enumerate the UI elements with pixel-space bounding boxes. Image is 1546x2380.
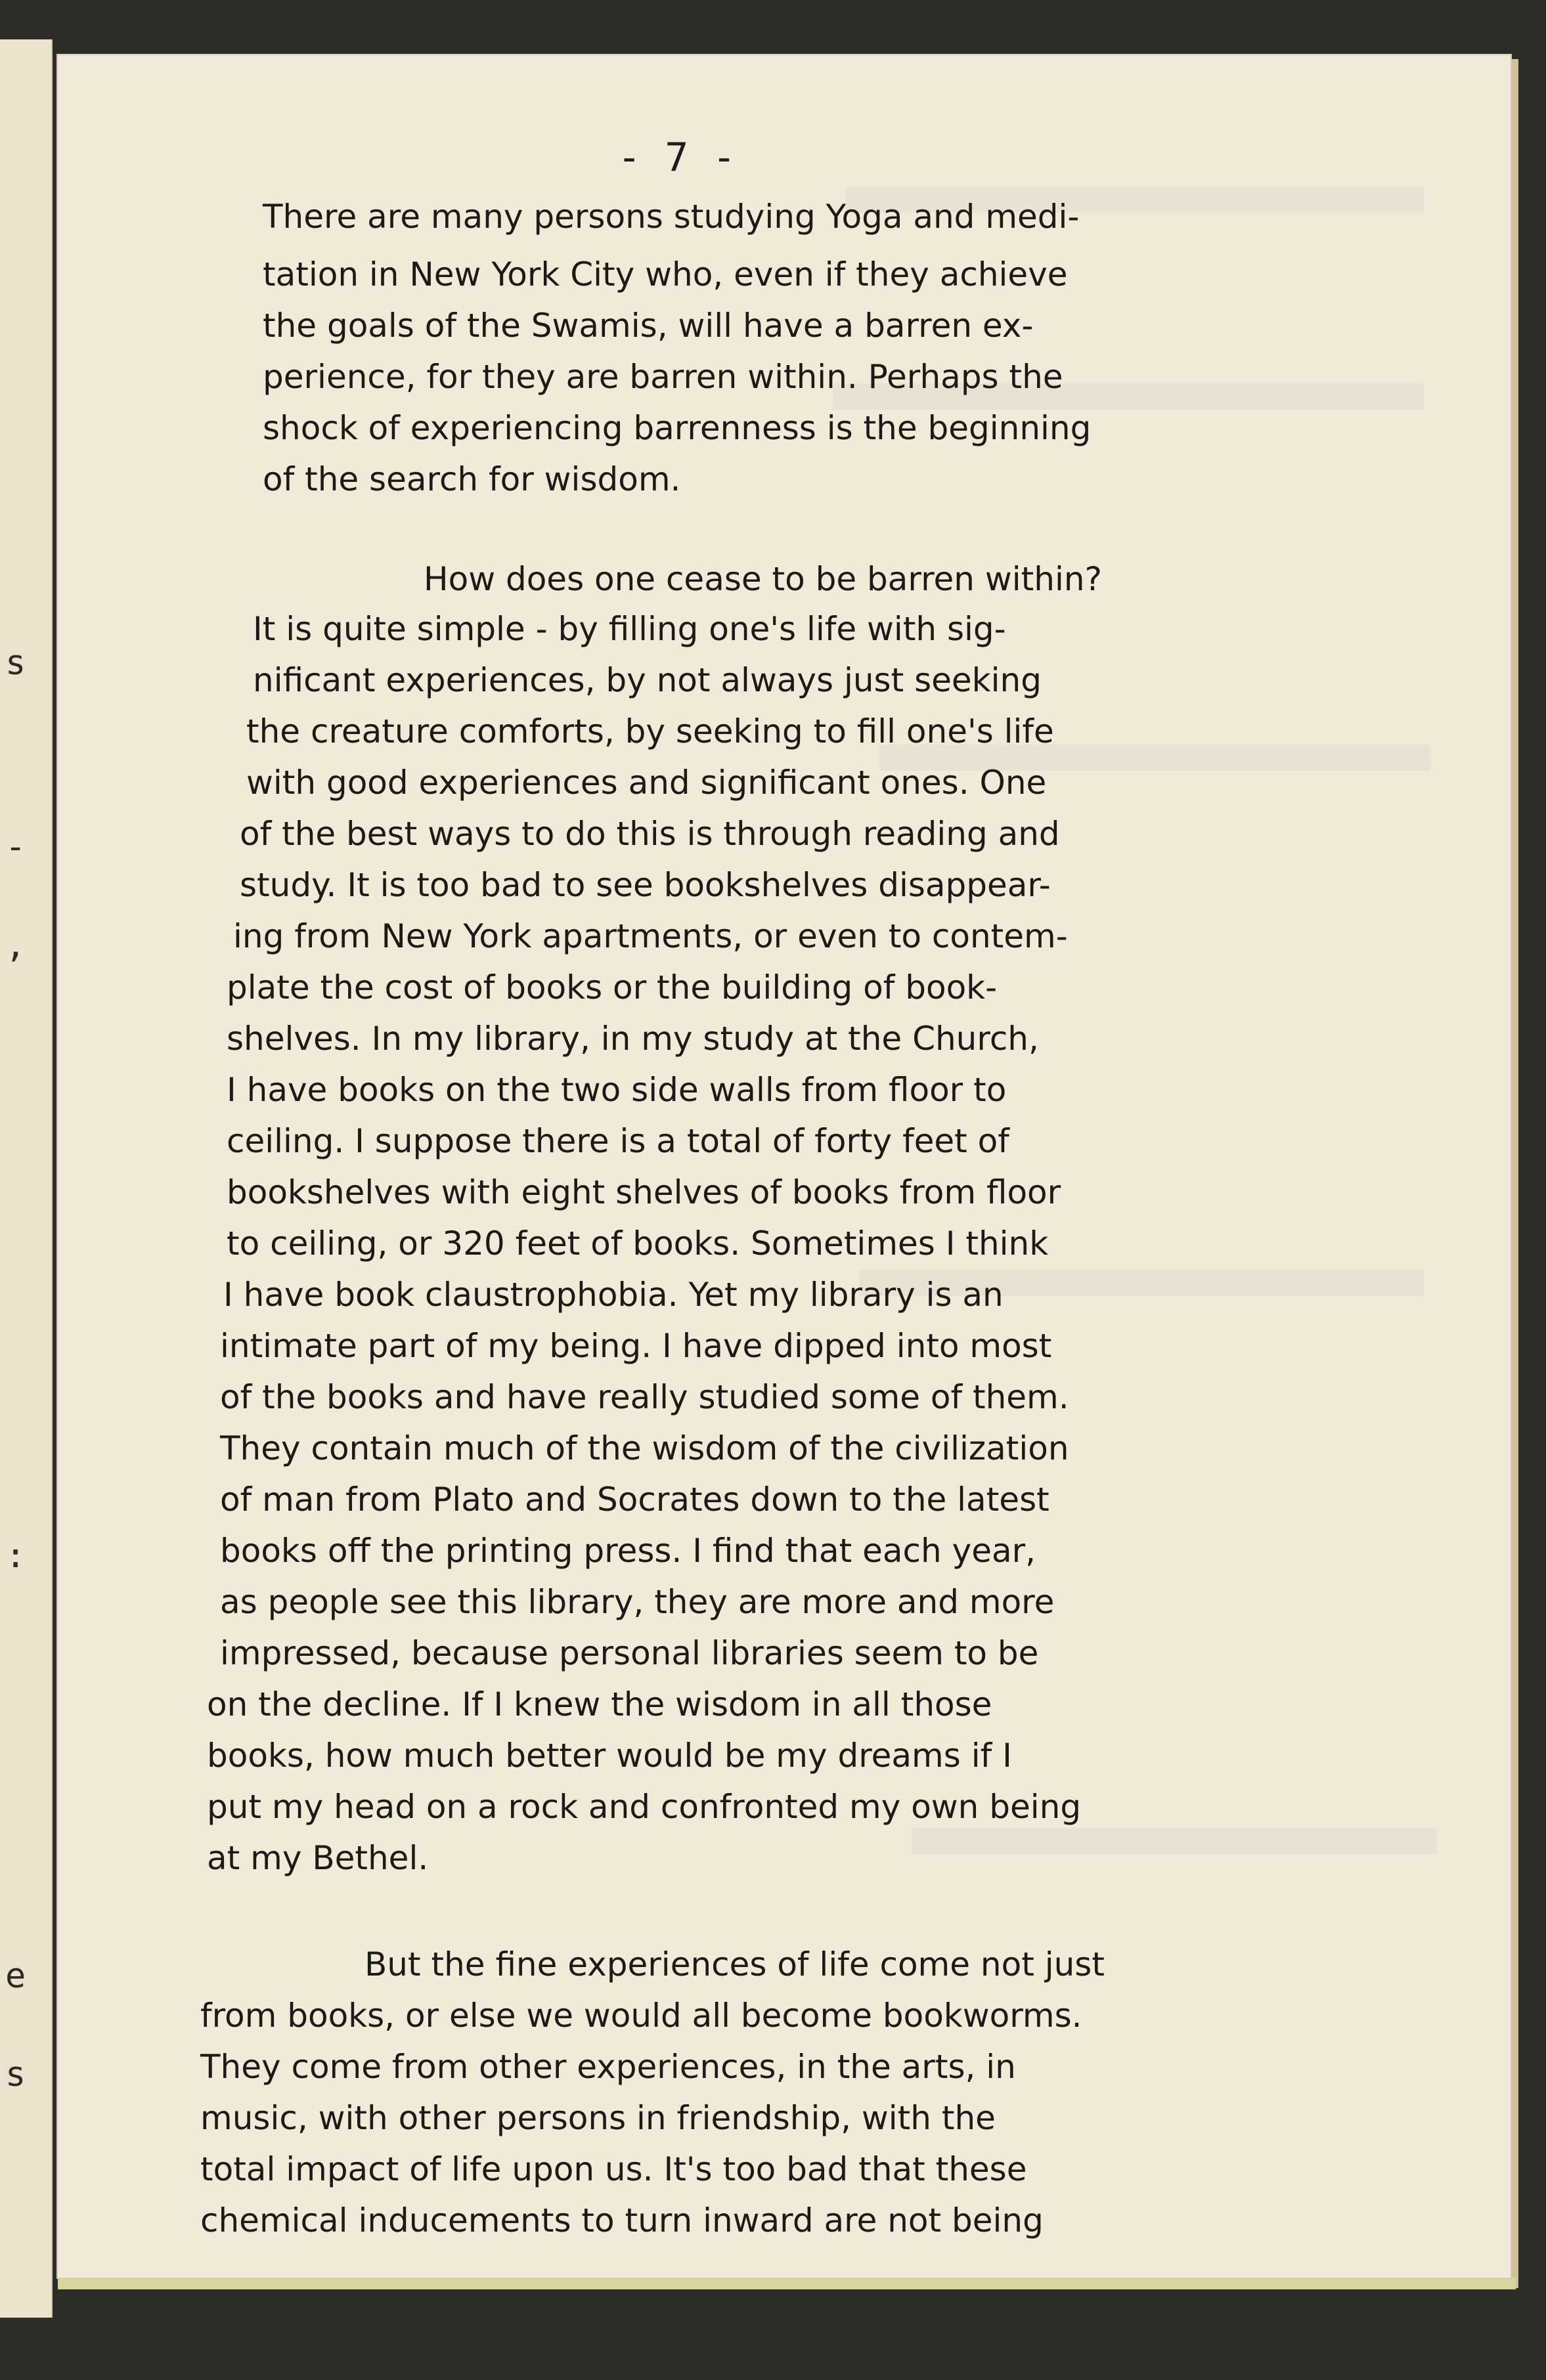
text-line: shock of experiencing barrenness is the beginning (263, 409, 1092, 447)
text-line: impressed, because personal libraries seem to be (220, 1634, 1039, 1672)
text-line: music, with other persons in friendship, with the (200, 2099, 996, 2137)
text-line: They come from other experiences, in the arts, in (200, 2048, 1016, 2086)
text-line: books off the printing press. I find that each year, (220, 1532, 1036, 1570)
text-line: of the best ways to do this is through reading and (240, 815, 1060, 853)
text-line: They contain much of the wisdom of the civilization (220, 1429, 1069, 1467)
text-line: of man from Plato and Socrates down to the latest (220, 1481, 1049, 1519)
text-line: How does one cease to be barren within? (424, 560, 1103, 598)
text-line: to ceiling, or 320 feet of books. Sometimes I think (227, 1224, 1049, 1263)
text-line: total impact of life upon us. It's too bad that these (200, 2150, 1027, 2188)
page-number: - 7 - (617, 135, 736, 181)
margin-fragment: - (5, 827, 26, 867)
text-line: on the decline. If I knew the wisdom in all those (207, 1685, 992, 1723)
text-line: put my head on a rock and confronted my own being (207, 1788, 1082, 1826)
text-line: I have books on the two side walls from floor to (227, 1071, 1007, 1109)
margin-fragment: e (5, 1957, 26, 1996)
bleed-through (912, 1828, 1437, 1854)
text-line: shelves. In my library, in my study at the Church, (227, 1020, 1039, 1058)
text-line: the creature comforts, by seeking to fill one's life (246, 712, 1054, 750)
margin-fragment: , (5, 926, 26, 965)
page-edge-right (1511, 59, 1518, 2288)
text-line: from books, or else we would all become bookworms. (200, 1997, 1082, 2035)
text-line: of the books and have really studied some of them. (220, 1378, 1069, 1416)
text-line: intimate part of my being. I have dipped into most (220, 1327, 1052, 1365)
margin-fragment: : (5, 1536, 26, 1576)
text-line: perience, for they are barren within. Perhaps the (263, 358, 1063, 396)
left-page-sliver (0, 39, 53, 2318)
text-line: ing from New York apartments, or even to contem- (233, 917, 1068, 955)
text-line: books, how much better would be my dreams if I (207, 1737, 1012, 1775)
text-line: the goals of the Swamis, will have a barren ex- (263, 307, 1034, 345)
text-line: nificant experiences, by not always just seeking (253, 661, 1042, 699)
text-line: ceiling. I suppose there is a total of forty feet of (227, 1122, 1009, 1160)
text-line: tation in New York City who, even if they achieve (263, 255, 1068, 293)
text-line: with good experiences and significant ones. One (246, 764, 1047, 802)
text-line: It is quite simple - by filling one's life with sig- (253, 610, 1006, 648)
margin-fragment: s (5, 2055, 26, 2094)
margin-fragment: s (5, 643, 26, 683)
text-line: chemical inducements to turn inward are not being (200, 2201, 1044, 2239)
text-line: at my Bethel. (207, 1839, 429, 1877)
text-line: I have book claustrophobia. Yet my library is an (223, 1276, 1004, 1314)
text-line: There are many persons studying Yoga and medi- (263, 198, 1080, 236)
text-line: of the search for wisdom. (263, 460, 681, 498)
text-line: bookshelves with eight shelves of books from floor (227, 1173, 1061, 1211)
text-line: study. It is too bad to see bookshelves disappear- (240, 866, 1051, 904)
text-line: plate the cost of books or the building of book- (227, 968, 998, 1006)
page-edge-bottom (58, 2278, 1516, 2289)
text-line: as people see this library, they are more and more (220, 1583, 1055, 1621)
text-line: But the fine experiences of life come not just (364, 1945, 1105, 1983)
